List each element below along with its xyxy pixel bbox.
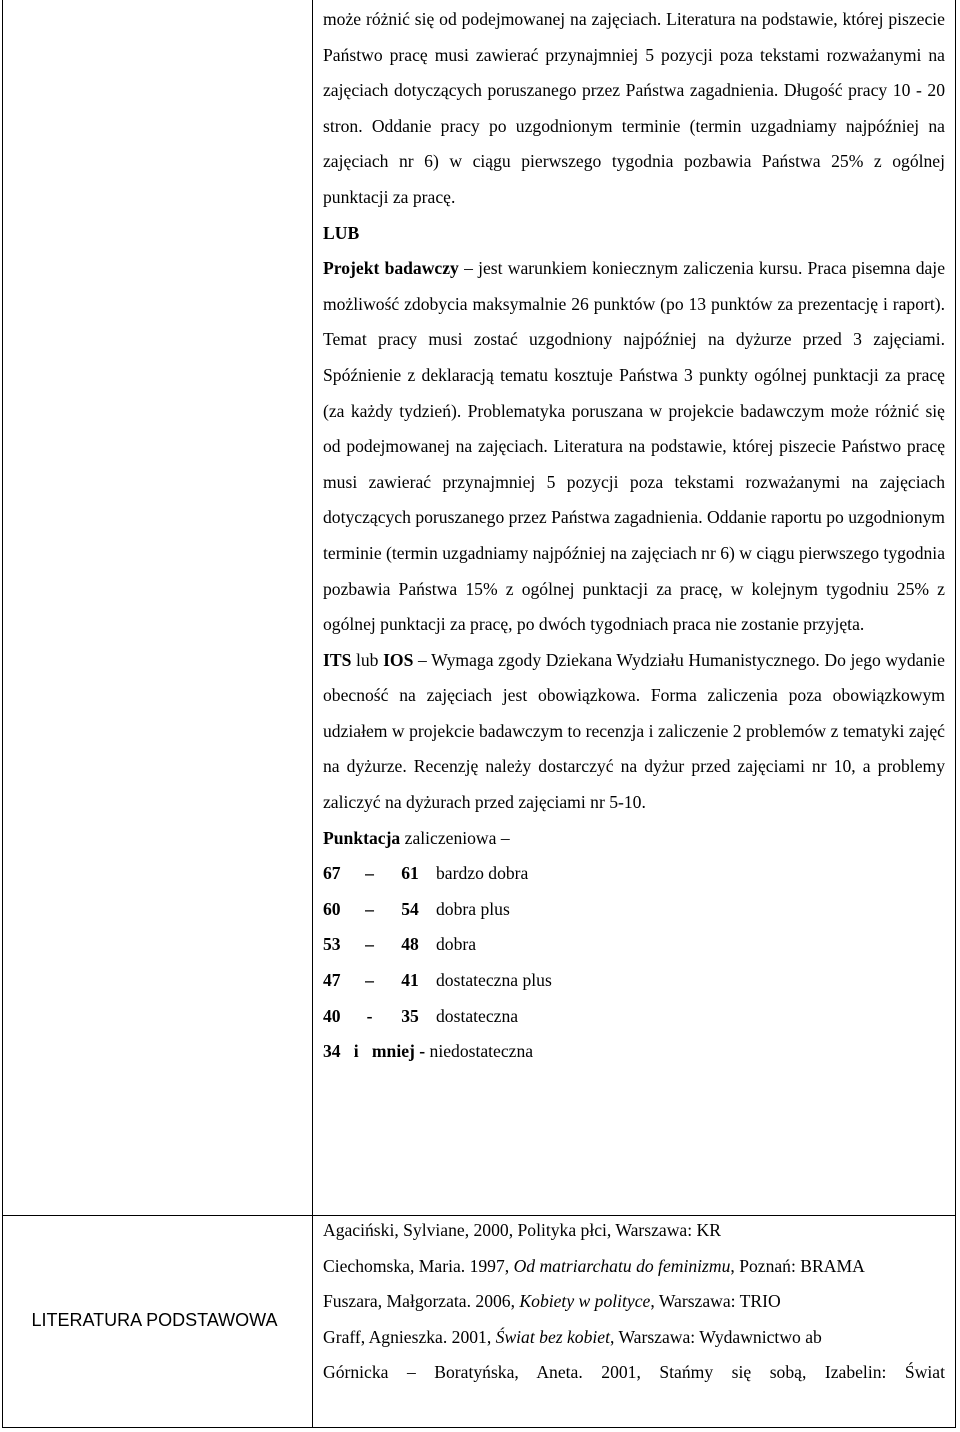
paper-requirements-paragraph: może różnić się od podejmowanej na zajęciach. Literatura na podstawie, której piszecie Państwo pracę musi zawierać przynajmniej 5 pozycji poza tekstami rozważanymi na zajęciach dotyczących poruszanego przez Państwa zagadnienia. Długość pracy 10 - 20 stron. Oddanie pracy po uzgodnionym terminie (termin uzgadniamy najpóźniej na zajęciach nr 6) w ciągu pierwszego tygodnia pozbawia Państwa 25% z ogólnej punktacji za pracę. xyxy=(323,9,945,207)
course-requirements xyxy=(323,2,945,1070)
literature-item: Ciechomska, Maria. 1997, Od matriarchatu do feminizmu, Poznań: BRAMA xyxy=(323,1255,865,1276)
literature-item: Graff, Agnieszka. 2001, Świat bez kobiet, Warszawa: Wydawnictwo ab xyxy=(323,1326,822,1347)
literature-item: Górnicka – Boratyńska, Aneta. 2001, Stańmy się sobą, Izabelin: Świat xyxy=(323,1362,945,1383)
literature-item: Fuszara, Małgorzata. 2006, Kobiety w polityce, Warszawa: TRIO xyxy=(323,1291,781,1312)
literature-item: Agaciński, Sylviane, 2000, Polityka płci, Warszawa: KR xyxy=(323,1220,721,1240)
grade-row: 60 – 54 dobra plus xyxy=(323,898,510,919)
its-ios-paragraph: ITS lub IOS – Wymaga zgody Dziekana Wydziału Humanistycznego. Do jego wydanie obecność na zajęciach jest obowiązkowa. Forma zaliczenia poza obowiązkowym udziałem w projekcie badawczym to recenzja i zaliczenie 2 problemów z tematyki zajęć na dyżurze. Recenzję należy dostarczyć na dyżur przed zajęciami nr 10, a problemy zaliczyć na dyżurach przed zajęciami nr 5-10. xyxy=(323,649,945,813)
grade-row-last: 34 i mniej - niedostateczna xyxy=(323,1041,534,1062)
literatura-podstawowa-label: LITERATURA PODSTAWOWA xyxy=(31,1310,278,1330)
grade-row: 53 – 48 dobra xyxy=(323,934,477,955)
lub-separator: LUB xyxy=(323,222,360,243)
literature-list xyxy=(323,1213,945,1391)
column-divider xyxy=(312,0,313,1427)
research-project-heading: Projekt badawczy xyxy=(323,258,459,279)
grade-row: 67 – 61 bardzo dobra xyxy=(323,863,529,884)
grading-heading: Punktacja zaliczeniowa – xyxy=(323,827,510,848)
research-project-paragraph: Projekt badawczy – jest warunkiem koniecznym zaliczenia kursu. Praca pisemna daje możliwość zdobycia maksymalnie 26 punktów (po 13 punktów za prezentację i raport). Temat pracy musi zostać uzgodniony najpóźniej na dyżurze przed 3 zajęciami. Spóźnienie z deklaracją tematu kosztuje Państwa 3 punkty ogólnej punktacji za pracę (za każdy tydzień). Problematyka poruszana w projekcie badawczym może różnić się od podejmowanej na zajęciach. Literatura na podstawie, której piszecie Państwo pracę musi zawierać przynajmniej 5 pozycji poza tekstami rozważanymi na zajęciach dotyczących poruszanego przez Państwa zagadnienia. Oddanie raportu po uzgodnionym terminie (termin uzgadniamy najpóźniej na zajęciach nr 6) w ciągu pierwszego tygodnia pozbawia Państwa 15% z ogólnej punktacji za pracę, w kolejnym tygodniu 25% z ogólnej punktacji za pracę, po dwóch tygodniach praca nie zostanie przyjęta. xyxy=(323,258,946,635)
grade-row: 40 - 35 dostateczna xyxy=(323,1005,519,1026)
grade-row: 47 – 41 dostateczna plus xyxy=(323,970,552,991)
